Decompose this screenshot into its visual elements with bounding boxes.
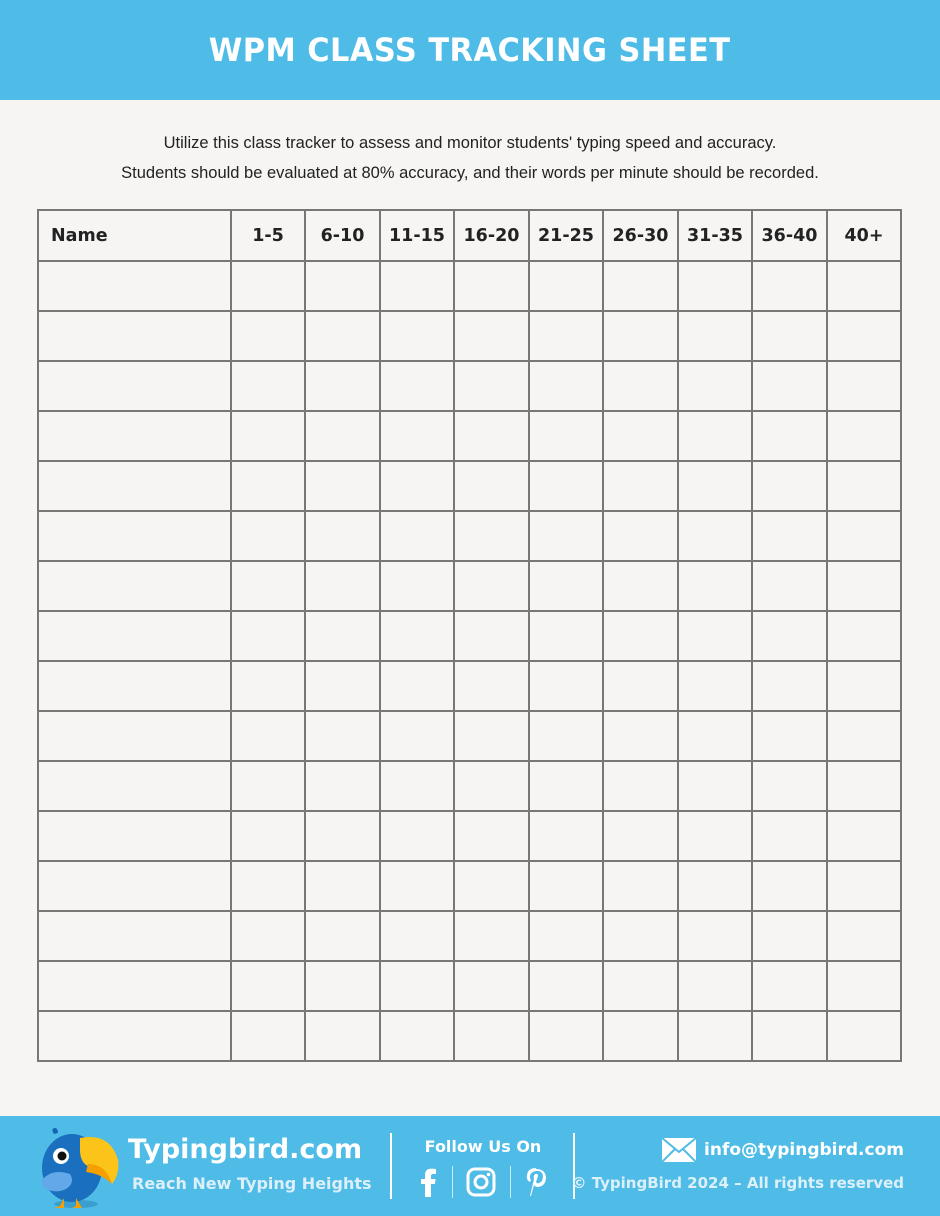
student-name-cell[interactable]	[38, 1011, 231, 1061]
student-name-cell[interactable]	[38, 861, 231, 911]
table-row	[38, 861, 901, 911]
wpm-cell[interactable]	[305, 361, 380, 411]
table-row	[38, 361, 901, 411]
wpm-cell[interactable]	[529, 911, 603, 961]
wpm-cell[interactable]	[231, 1011, 305, 1061]
wpm-cell[interactable]	[678, 461, 752, 511]
wpm-cell[interactable]	[752, 261, 827, 311]
wpm-cell[interactable]	[380, 561, 454, 611]
student-name-cell[interactable]	[38, 261, 231, 311]
wpm-cell[interactable]	[529, 411, 603, 461]
table-row	[38, 411, 901, 461]
student-name-cell[interactable]	[38, 311, 231, 361]
tagline: Reach New Typing Heights	[132, 1174, 372, 1193]
wpm-cell[interactable]	[678, 961, 752, 1011]
student-name-cell[interactable]	[38, 811, 231, 861]
wpm-cell[interactable]	[380, 361, 454, 411]
wpm-cell[interactable]	[752, 711, 827, 761]
wpm-cell[interactable]	[529, 561, 603, 611]
wpm-cell[interactable]	[529, 861, 603, 911]
wpm-cell[interactable]	[529, 961, 603, 1011]
wpm-cell[interactable]	[454, 861, 529, 911]
wpm-cell[interactable]	[380, 461, 454, 511]
wpm-cell[interactable]	[305, 861, 380, 911]
wpm-cell[interactable]	[231, 761, 305, 811]
table-header-row	[38, 210, 901, 261]
wpm-cell[interactable]	[603, 861, 678, 911]
wpm-cell[interactable]	[454, 361, 529, 411]
wpm-cell[interactable]	[305, 961, 380, 1011]
wpm-cell[interactable]	[678, 261, 752, 311]
wpm-cell[interactable]	[752, 811, 827, 861]
wpm-cell[interactable]	[454, 961, 529, 1011]
copyright-text: © TypingBird 2024 – All rights reserved	[571, 1174, 904, 1192]
wpm-cell[interactable]	[827, 911, 901, 961]
wpm-cell[interactable]	[380, 911, 454, 961]
wpm-cell[interactable]	[752, 561, 827, 611]
tracking-table	[37, 209, 902, 1062]
wpm-cell[interactable]	[454, 661, 529, 711]
wpm-cell[interactable]	[305, 311, 380, 361]
wpm-cell[interactable]	[827, 1011, 901, 1061]
wpm-cell[interactable]	[380, 611, 454, 661]
column-header-range: 11-15	[380, 210, 454, 261]
envelope-icon	[662, 1138, 696, 1162]
wpm-cell[interactable]	[827, 361, 901, 411]
table-row	[38, 311, 901, 361]
follow-us-label: Follow Us On	[424, 1137, 542, 1156]
intro-line-2: Students should be evaluated at 80% accuracy, and their words per minute should be recorded.	[121, 164, 819, 182]
student-name-cell[interactable]	[38, 361, 231, 411]
table-row	[38, 1011, 901, 1061]
wpm-cell[interactable]	[305, 561, 380, 611]
table-row	[38, 811, 901, 861]
wpm-cell[interactable]	[678, 311, 752, 361]
student-name-cell[interactable]	[38, 611, 231, 661]
table-row	[38, 261, 901, 311]
wpm-cell[interactable]	[827, 711, 901, 761]
wpm-cell[interactable]	[603, 711, 678, 761]
wpm-cell[interactable]	[752, 511, 827, 561]
wpm-cell[interactable]	[380, 311, 454, 361]
pinterest-icon[interactable]	[524, 1167, 548, 1197]
wpm-cell[interactable]	[454, 411, 529, 461]
wpm-cell[interactable]	[678, 761, 752, 811]
wpm-cell[interactable]	[380, 511, 454, 561]
student-name-cell[interactable]	[38, 761, 231, 811]
email-address[interactable]: info@typingbird.com	[704, 1140, 904, 1160]
wpm-cell[interactable]	[231, 611, 305, 661]
wpm-cell[interactable]	[827, 311, 901, 361]
wpm-cell[interactable]	[827, 561, 901, 611]
wpm-cell[interactable]	[380, 261, 454, 311]
wpm-cell[interactable]	[305, 411, 380, 461]
facebook-icon[interactable]	[418, 1167, 438, 1197]
wpm-cell[interactable]	[752, 961, 827, 1011]
wpm-cell[interactable]	[603, 361, 678, 411]
wpm-cell[interactable]	[380, 661, 454, 711]
brand-name[interactable]: Typingbird.com	[128, 1134, 363, 1165]
student-name-cell[interactable]	[38, 411, 231, 461]
wpm-cell[interactable]	[603, 261, 678, 311]
wpm-cell[interactable]	[305, 661, 380, 711]
wpm-cell[interactable]	[231, 311, 305, 361]
wpm-cell[interactable]	[231, 961, 305, 1011]
wpm-cell[interactable]	[603, 961, 678, 1011]
wpm-cell[interactable]	[678, 911, 752, 961]
wpm-cell[interactable]	[380, 1011, 454, 1061]
wpm-cell[interactable]	[827, 761, 901, 811]
wpm-cell[interactable]	[678, 711, 752, 761]
wpm-cell[interactable]	[827, 411, 901, 461]
wpm-cell[interactable]	[231, 561, 305, 611]
wpm-cell[interactable]	[752, 911, 827, 961]
wpm-cell[interactable]	[305, 611, 380, 661]
wpm-cell[interactable]	[678, 1011, 752, 1061]
table-row	[38, 911, 901, 961]
wpm-cell[interactable]	[752, 661, 827, 711]
wpm-cell[interactable]	[603, 411, 678, 461]
wpm-cell[interactable]	[678, 511, 752, 561]
wpm-cell[interactable]	[827, 461, 901, 511]
wpm-cell[interactable]	[529, 611, 603, 661]
wpm-cell[interactable]	[380, 961, 454, 1011]
wpm-cell[interactable]	[603, 461, 678, 511]
wpm-cell[interactable]	[603, 911, 678, 961]
wpm-cell[interactable]	[305, 811, 380, 861]
wpm-cell[interactable]	[231, 911, 305, 961]
table-row	[38, 511, 901, 561]
wpm-cell[interactable]	[231, 511, 305, 561]
wpm-cell[interactable]	[454, 511, 529, 561]
wpm-cell[interactable]	[529, 461, 603, 511]
wpm-cell[interactable]	[752, 411, 827, 461]
wpm-cell[interactable]	[827, 961, 901, 1011]
wpm-cell[interactable]	[454, 311, 529, 361]
wpm-cell[interactable]	[231, 861, 305, 911]
wpm-cell[interactable]	[603, 811, 678, 861]
wpm-cell[interactable]	[752, 461, 827, 511]
social-separator	[510, 1166, 511, 1198]
wpm-cell[interactable]	[827, 261, 901, 311]
column-header-range: 1-5	[231, 210, 305, 261]
wpm-cell[interactable]	[305, 461, 380, 511]
social-links	[418, 1165, 548, 1199]
student-name-cell[interactable]	[38, 511, 231, 561]
wpm-cell[interactable]	[752, 1011, 827, 1061]
wpm-cell[interactable]	[454, 611, 529, 661]
wpm-cell[interactable]	[529, 761, 603, 811]
wpm-cell[interactable]	[752, 611, 827, 661]
column-header-range: 40+	[827, 210, 901, 261]
wpm-cell[interactable]	[454, 761, 529, 811]
wpm-cell[interactable]	[603, 311, 678, 361]
column-header-range: 6-10	[305, 210, 380, 261]
intro-text	[0, 128, 940, 188]
wpm-cell[interactable]	[231, 661, 305, 711]
wpm-cell[interactable]	[231, 411, 305, 461]
student-name-cell[interactable]	[38, 961, 231, 1011]
table-row	[38, 561, 901, 611]
wpm-cell[interactable]	[529, 661, 603, 711]
table-row	[38, 611, 901, 661]
table-row	[38, 711, 901, 761]
wpm-cell[interactable]	[678, 611, 752, 661]
wpm-cell[interactable]	[752, 311, 827, 361]
wpm-cell[interactable]	[454, 911, 529, 961]
wpm-cell[interactable]	[305, 761, 380, 811]
wpm-cell[interactable]	[380, 711, 454, 761]
wpm-cell[interactable]	[752, 761, 827, 811]
column-header-range: 31-35	[678, 210, 752, 261]
column-header-range: 26-30	[603, 210, 678, 261]
column-header-range: 16-20	[454, 210, 529, 261]
wpm-cell[interactable]	[752, 861, 827, 911]
instagram-icon[interactable]	[466, 1167, 496, 1197]
wpm-cell[interactable]	[231, 261, 305, 311]
wpm-cell[interactable]	[752, 361, 827, 411]
wpm-cell[interactable]	[454, 561, 529, 611]
wpm-cell[interactable]	[231, 811, 305, 861]
student-name-cell[interactable]	[38, 711, 231, 761]
student-name-cell[interactable]	[38, 661, 231, 711]
wpm-cell[interactable]	[529, 511, 603, 561]
wpm-cell[interactable]	[678, 861, 752, 911]
column-header-range: 36-40	[752, 210, 827, 261]
student-name-cell[interactable]	[38, 911, 231, 961]
wpm-cell[interactable]	[529, 311, 603, 361]
wpm-cell[interactable]	[827, 611, 901, 661]
wpm-cell[interactable]	[380, 861, 454, 911]
student-name-cell[interactable]	[38, 461, 231, 511]
wpm-cell[interactable]	[454, 711, 529, 761]
page-header	[0, 0, 940, 100]
column-header-name: Name	[38, 210, 231, 261]
student-name-cell[interactable]	[38, 561, 231, 611]
wpm-cell[interactable]	[678, 811, 752, 861]
wpm-cell[interactable]	[305, 261, 380, 311]
wpm-cell[interactable]	[529, 361, 603, 411]
wpm-cell[interactable]	[603, 561, 678, 611]
social-separator	[452, 1166, 453, 1198]
wpm-cell[interactable]	[454, 461, 529, 511]
wpm-cell[interactable]	[529, 1011, 603, 1061]
wpm-cell[interactable]	[529, 261, 603, 311]
wpm-cell[interactable]	[305, 511, 380, 561]
page-title: WPM CLASS TRACKING SHEET	[209, 31, 731, 69]
wpm-cell[interactable]	[454, 261, 529, 311]
bird-mascot-icon	[36, 1124, 122, 1210]
wpm-cell[interactable]	[231, 461, 305, 511]
wpm-cell[interactable]	[603, 611, 678, 661]
table-row	[38, 761, 901, 811]
wpm-cell[interactable]	[305, 911, 380, 961]
wpm-cell[interactable]	[603, 661, 678, 711]
wpm-cell[interactable]	[380, 761, 454, 811]
wpm-cell[interactable]	[231, 361, 305, 411]
wpm-cell[interactable]	[380, 811, 454, 861]
column-header-range: 21-25	[529, 210, 603, 261]
table-row	[38, 461, 901, 511]
wpm-cell[interactable]	[305, 1011, 380, 1061]
table-row	[38, 961, 901, 1011]
wpm-cell[interactable]	[380, 411, 454, 461]
intro-line-1: Utilize this class tracker to assess and monitor students' typing speed and accuracy.	[163, 134, 777, 152]
wpm-cell[interactable]	[603, 511, 678, 561]
wpm-cell[interactable]	[827, 661, 901, 711]
contact-email[interactable]	[662, 1138, 904, 1162]
wpm-cell[interactable]	[603, 761, 678, 811]
wpm-cell[interactable]	[678, 561, 752, 611]
wpm-cell[interactable]	[678, 411, 752, 461]
wpm-cell[interactable]	[305, 711, 380, 761]
wpm-cell[interactable]	[827, 511, 901, 561]
wpm-cell[interactable]	[454, 1011, 529, 1061]
wpm-cell[interactable]	[678, 361, 752, 411]
wpm-cell[interactable]	[827, 811, 901, 861]
wpm-cell[interactable]	[529, 811, 603, 861]
table-row	[38, 661, 901, 711]
wpm-cell[interactable]	[827, 861, 901, 911]
wpm-cell[interactable]	[454, 811, 529, 861]
wpm-cell[interactable]	[603, 1011, 678, 1061]
wpm-cell[interactable]	[678, 661, 752, 711]
wpm-cell[interactable]	[529, 711, 603, 761]
wpm-cell[interactable]	[231, 711, 305, 761]
